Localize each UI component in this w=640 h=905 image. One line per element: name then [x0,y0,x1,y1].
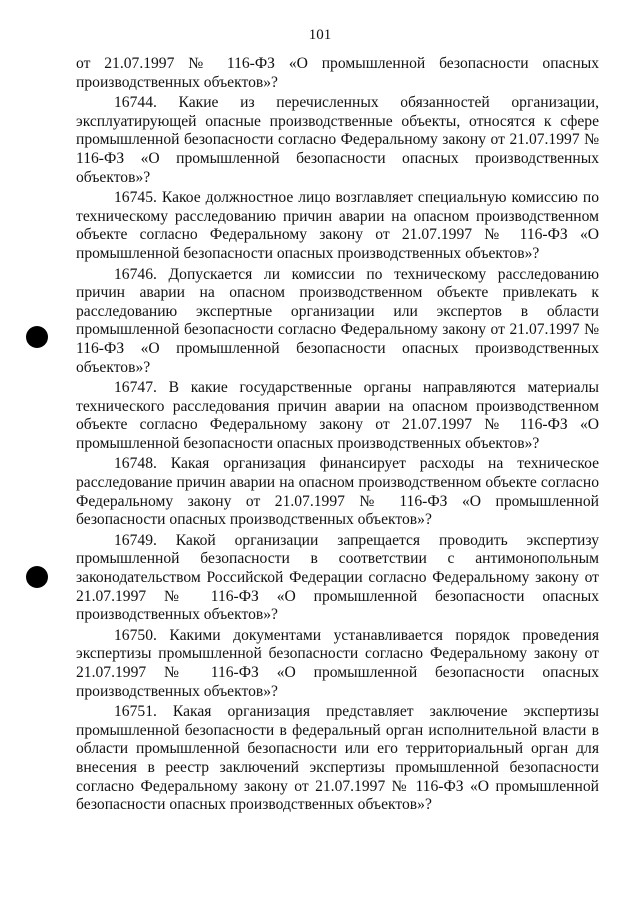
question-16750: 16750. Какими документами устанавливается порядок проведения экспертизы промышленной безопасности согласно Федеральному закону от 21.07.1997 № 116-ФЗ «О промышленной безопасности опасных производственных объектов»? [76,626,599,700]
question-16746: 16746. Допускается ли комиссии по техническому расследованию причин аварии на опасном производственном объекте привлекать к расследованию экспертные организации или экспертов в области промышленной безопасности согласно Федеральному закону от 21.07.1997 № 116-ФЗ «О промышленной безопасности опасных производственных объектов»? [76,265,599,376]
document-body [76,55,599,817]
punch-hole-mark [26,326,48,348]
question-16747: 16747. В какие государственные органы направляются материалы технического расследования причин аварии на опасном производственном объекте согласно Федеральному закону от 21.07.1997 № 116-ФЗ «О промышленной безопасности опасных производственных объектов»? [76,379,599,452]
question-16751: 16751. Какая организация представляет заключение экспертизы промышленной безопасности в федеральный орган исполнительной власти в области промышленной безопасности или его территориальный орган для внесения в реестр заключений экспертизы промышленной безопасности согласно Федеральному закону от 21.07.1997 № 116-ФЗ «О промышленной безопасности опасных производственных объектов»? [76,703,599,814]
punch-hole-mark [26,566,48,588]
question-16748: 16748. Какая организация финансирует расходы на техническое расследование причин аварии на опасном производственном объекте согласно Федеральному закону от 21.07.1997 № 116-ФЗ «О промышленной безопасности опасных производственных объектов»? [76,455,599,529]
paragraph-continuation: от 21.07.1997 № 116-ФЗ «О промышленной безопасности опасных производственных объектов»? [76,55,599,91]
question-16749: 16749. Какой организации запрещается проводить экспертизу промышленной безопасности в соответствии с антимонопольным законодательством Российской Федерации согласно Федеральному закону от 21.07.1997 № 116-ФЗ «О промышленной безопасности опасных производственных объектов»? [76,531,599,624]
question-16745: 16745. Какое должностное лицо возглавляет специальную комиссию по техническому расследованию причин аварии на опасном производственном объекте согласно Федеральному закону от 21.07.1997 № 116-ФЗ «О промышленной безопасности опасных производственных объектов»? [76,189,599,262]
page-number: 101 [308,27,332,43]
question-16744: 16744. Какие из перечисленных обязанностей организации, эксплуатирующей опасные производственные объекты, относятся к сфере промышленной безопасности согласно Федеральному закону от 21.07.1997 № 116-ФЗ «О промышленной безопасности опасных производственных объектов»? [76,94,599,186]
